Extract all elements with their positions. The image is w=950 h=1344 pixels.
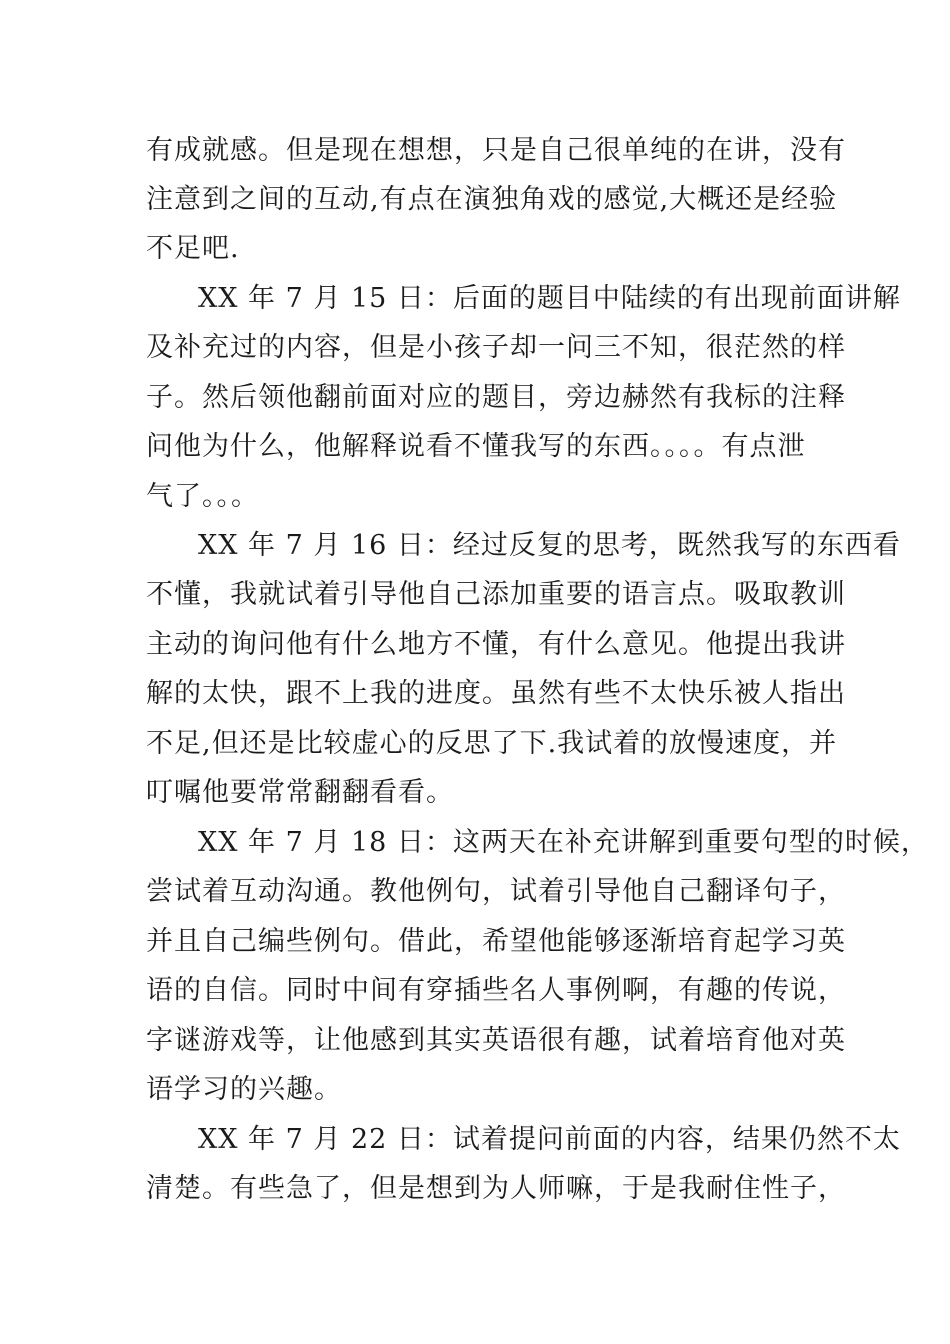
entry-heading-line: XX 年 7 月 18 日：这两天在补充讲解到重要句型的时候，	[198, 827, 929, 858]
text-line: 解的太快，跟不上我的进度。虽然有些不太快乐被人指出	[146, 678, 846, 709]
text-line: 问他为什么，他解释说看不懂我写的东西。。。。有点泄	[146, 431, 806, 462]
text-line: 语的自信。同时中间有穿插些名人事例啊，有趣的传说，	[146, 975, 846, 1006]
entry-heading-line: XX 年 7 月 22 日：试着提问前面的内容，结果仍然不太	[198, 1124, 901, 1155]
text-line: 注意到之间的互动,有点在演独角戏的感觉,大概还是经验	[146, 184, 838, 215]
text-line: 清楚。有些急了，但是想到为人师嘛，于是我耐住性子，	[146, 1173, 846, 1204]
text-line: 并且自己编些例句。借此，希望他能够逐渐培育起学习英	[146, 926, 846, 957]
text-line: 不足吧.	[146, 233, 240, 264]
entry-heading-line: XX 年 7 月 16 日：经过反复的思考，既然我写的东西看	[198, 530, 901, 561]
text-line: 不懂，我就试着引导他自己添加重要的语言点。吸取教训	[146, 579, 846, 610]
text-line: 不足,但还是比较虚心的反思了下.我试着的放慢速度，并	[146, 728, 838, 759]
text-line: 子。然后领他翻前面对应的题目，旁边赫然有我标的注释	[146, 382, 846, 413]
text-line: 尝试着互动沟通。教他例句，试着引导他自己翻译句子，	[146, 876, 846, 907]
text-line: 语学习的兴趣。	[146, 1074, 342, 1105]
text-line: 有成就感。但是现在想想，只是自己很单纯的在讲，没有	[146, 135, 846, 166]
text-line: 主动的询问他有什么地方不懂，有什么意见。他提出我讲	[146, 629, 846, 660]
entry-heading-line: XX 年 7 月 15 日：后面的题目中陆续的有出现前面讲解	[198, 283, 901, 314]
text-line: 字谜游戏等，让他感到其实英语很有趣，试着培育他对英	[146, 1025, 846, 1056]
text-line: 及补充过的内容，但是小孩子却一问三不知，很茫然的样	[146, 332, 846, 363]
text-line: 气了。。。	[146, 481, 259, 512]
text-line: 叮嘱他要常常翻翻看看。	[146, 777, 454, 808]
